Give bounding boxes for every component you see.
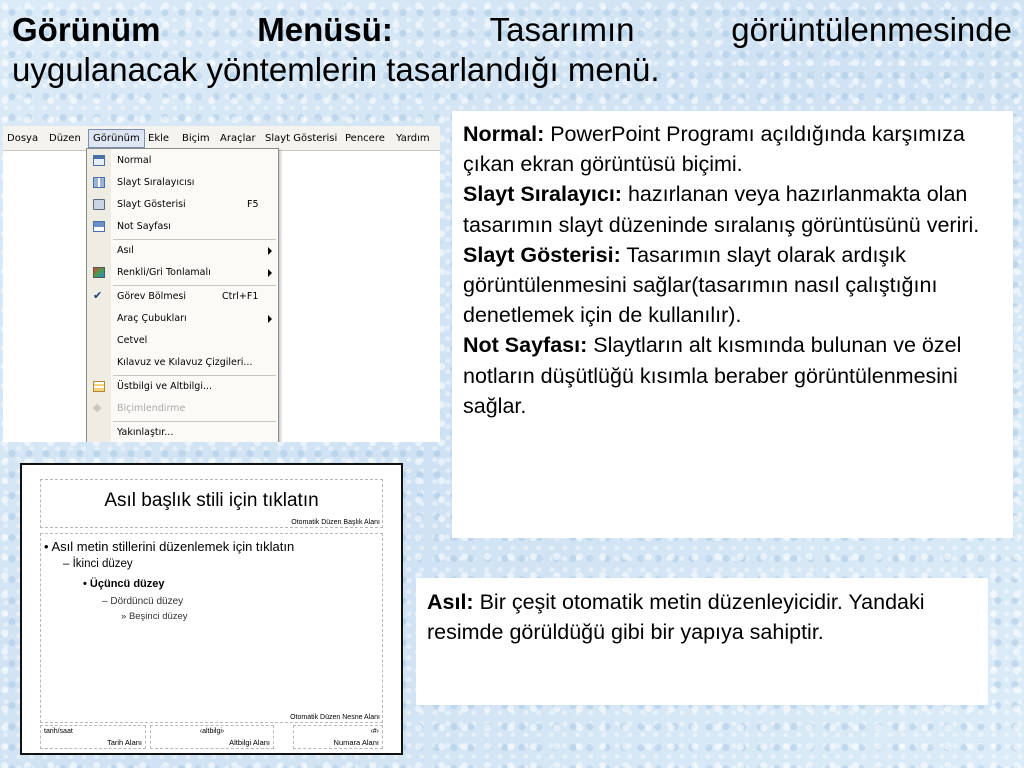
menu-item-label: Asıl: [117, 245, 134, 256]
menu-format[interactable]: Biçim: [182, 133, 210, 144]
menu-item-label: Üstbilgi ve Altbilgi...: [117, 381, 213, 392]
menu-tools[interactable]: Araçlar: [220, 133, 256, 144]
master-description-box: [416, 578, 988, 705]
master-title-text: Asıl başlık stili için tıklatın: [104, 490, 319, 511]
sorter-term: Slayt Sıralayıcı:: [463, 182, 622, 207]
menu-separator: [113, 285, 276, 286]
menu-item-zoom[interactable]: [87, 423, 278, 442]
normal-term: Normal:: [463, 122, 545, 146]
submenu-arrow-icon: [268, 247, 272, 255]
menu-item-label: Araç Çubukları: [117, 313, 187, 324]
object-area-caption: Otomatik Düzen Nesne Alanı: [290, 714, 380, 721]
show-text: Tasarımın slayt olarak ardışık görüntülenmesini sağlar(tasarımın nasıl çalıştığını denetlemek için de kullanılır).: [463, 242, 938, 328]
notes-text: Slaytların alt kısmında bulunan ve özel notların düşütlüğü kısımla beraber görüntülenmesini sağlar.: [463, 333, 962, 418]
checkmark-icon: ✔: [93, 289, 103, 302]
normal-text: PowerPoint Programı açıldığında karşımıza çıkan ekran görüntüsü biçimi.: [463, 122, 965, 177]
bullet-level-1: • Asıl metin stillerini düzenlemek için tıklatın: [44, 539, 295, 554]
date-placeholder: [40, 725, 146, 749]
submenu-arrow-icon: [268, 269, 272, 277]
notes-term: Not Sayfası:: [463, 333, 588, 358]
title-line-1: [12, 10, 1012, 50]
title-word-1: Tasarımın: [489, 11, 635, 48]
view-descriptions-box: [452, 111, 1013, 538]
menu-item-notes-page[interactable]: [87, 217, 278, 237]
notes-page-icon: [93, 221, 105, 232]
master-term: Asıl:: [427, 590, 474, 614]
menu-item-normal[interactable]: [87, 151, 278, 171]
menu-item-slide-show[interactable]: [87, 195, 278, 215]
normal-description: [463, 119, 1003, 179]
master-slide-screenshot: [20, 463, 403, 755]
title-placeholder: [40, 479, 383, 528]
menu-item-label: Renkli/Gri Tonlamalı: [117, 267, 211, 278]
body-placeholder: [40, 533, 383, 723]
menu-item-label: Not Sayfası: [117, 221, 171, 232]
title-line-2: uygulanacak yöntemlerin tasarlandığı menü.: [12, 51, 660, 88]
menu-item-label: Görev Bölmesi: [117, 291, 187, 302]
slide-title: [12, 10, 1012, 90]
menu-help[interactable]: Yardım: [396, 133, 430, 144]
menu-item-label: Yakınlaştır...: [117, 427, 174, 438]
title-term: Görünüm: [12, 11, 161, 48]
menu-item-toolbars[interactable]: [87, 309, 278, 329]
level-2-text: İkinci düzey: [72, 558, 133, 570]
menu-item-header-footer[interactable]: [87, 377, 278, 397]
master-description: [427, 587, 978, 648]
menu-item-grid-guides[interactable]: [87, 353, 278, 373]
menu-item-label: Biçimlendirme: [117, 403, 186, 414]
footer-area-caption: Altbilgi Alanı: [229, 738, 270, 747]
color-grayscale-icon: [93, 267, 105, 278]
menu-separator: [113, 421, 276, 422]
level-1-text: Asıl metin stillerini düzenlemek için tıklatın: [51, 539, 295, 554]
show-term: Slayt Gösterisi:: [463, 242, 621, 267]
bullet-level-5: » Beşinci düzey: [121, 611, 188, 622]
menu-item-label: Cetvel: [117, 335, 148, 346]
view-menu-screenshot: [3, 126, 440, 442]
menu-file[interactable]: Dosya: [7, 133, 39, 144]
menu-insert[interactable]: Ekle: [148, 133, 170, 144]
menu-item-formatting: [87, 399, 278, 419]
notes-description: [463, 330, 1003, 421]
menu-item-label: Kılavuz ve Kılavuz Çizgileri...: [117, 357, 253, 368]
level-3-text: Üçüncü düzey: [89, 578, 165, 590]
bullet-level-3: • Üçüncü düzey: [83, 578, 165, 590]
slide-show-icon: [93, 199, 105, 210]
show-description: [463, 240, 1003, 331]
title-term-2: Menüsü:: [257, 11, 393, 48]
slide-sorter-icon: [93, 177, 105, 188]
footer-placeholder: [150, 725, 274, 749]
level-5-text: Beşinci düzey: [128, 611, 188, 622]
menu-item-slide-sorter[interactable]: [87, 173, 278, 193]
number-area-caption: Numara Alanı: [333, 738, 379, 747]
footer-code: ‹altbilgi›: [199, 728, 225, 735]
date-area-caption: Tarih Alanı: [106, 738, 142, 747]
menu-item-shortcut: Ctrl+F1: [222, 291, 259, 302]
menu-item-label: Normal: [117, 155, 152, 166]
header-footer-icon: [93, 381, 105, 392]
menu-item-label: Slayt Gösterisi: [117, 199, 186, 210]
title-area-caption: Otomatik Düzen Başlık Alanı: [291, 519, 380, 526]
menu-item-color-grayscale[interactable]: [87, 263, 278, 283]
bullet-level-2: – İkinci düzey: [63, 558, 133, 570]
menu-edit[interactable]: Düzen: [49, 133, 81, 144]
level-4-text: Dördüncü düzey: [110, 596, 184, 607]
sorter-text: hazırlanan veya hazırlanmakta olan tasarımın slayt düzeninde sıralanış görüntüsünü veriri.: [463, 182, 980, 237]
submenu-arrow-icon: [268, 315, 272, 323]
menu-item-label: Slayt Sıralayıcısı: [117, 177, 195, 188]
master-text: Bir çeşit otomatik metin düzenleyicidir. Yandaki resimde görüldüğü gibi bir yapıya sahiptir.: [427, 590, 925, 645]
normal-view-icon: [93, 155, 105, 166]
menu-view[interactable]: Görünüm: [88, 129, 145, 148]
formatting-icon: ◆: [93, 401, 102, 414]
menu-window[interactable]: Pencere: [345, 133, 385, 144]
sorter-description: [463, 179, 1003, 239]
number-code: ‹#›: [370, 728, 379, 735]
menu-item-shortcut: F5: [247, 199, 259, 210]
menu-item-ruler[interactable]: [87, 331, 278, 351]
bullet-level-4: – Dördüncü düzey: [102, 596, 184, 607]
menu-item-master[interactable]: [87, 241, 278, 261]
menu-item-task-pane[interactable]: [87, 287, 278, 307]
menu-separator: [113, 375, 276, 376]
number-placeholder: [293, 725, 383, 749]
menu-slide-show[interactable]: Slayt Gösterisi: [265, 133, 338, 144]
view-dropdown: [86, 148, 279, 442]
title-word-2: görüntülenmesinde: [731, 11, 1012, 48]
menu-separator: [113, 239, 276, 240]
date-code: tarih/saat: [44, 728, 73, 735]
